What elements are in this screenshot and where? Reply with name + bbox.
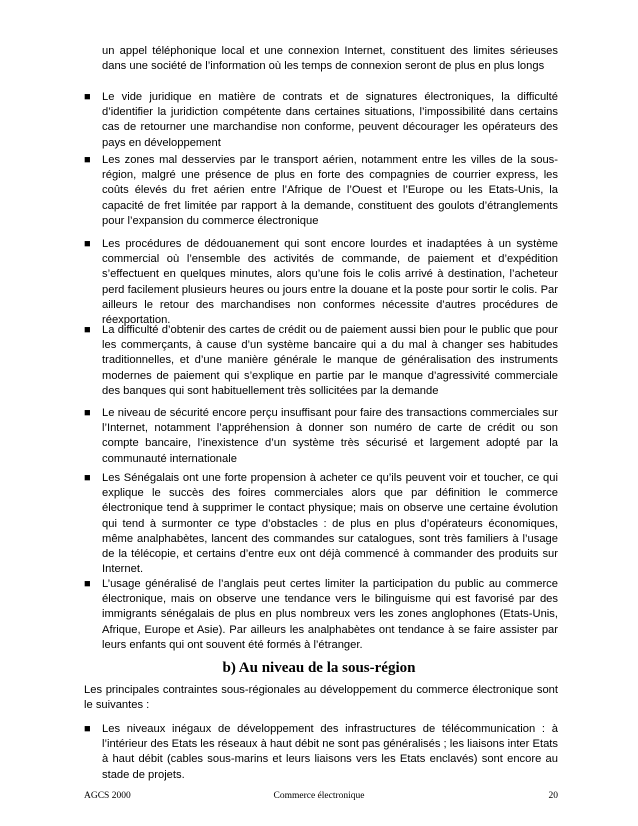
bullet-marker: ■ — [84, 324, 91, 336]
bullet-text: L’usage généralisé de l’anglais peut certes limiter la participation du public au commerce électronique, mais on observe une tendance vers le bilinguisme qui est favorisé par des immigrants sénégalais de plus en plus nombreux vers les zones anglophones (Etats-Unis, Afrique, Europe et Asie). Par ailleurs les analphabètes ont tendance à se faire assister par leurs enfants qui ont souvent été formés à l’étranger. — [102, 578, 558, 651]
bullet-item-transport — [84, 153, 558, 229]
section-intro: Les principales contraintes sous-régionales au développement du commerce électronique sont le suivantes : — [84, 684, 558, 712]
bullet-item-payment — [84, 323, 558, 399]
bullet-marker: ■ — [84, 723, 91, 735]
section-heading: b) Au niveau de la sous-région — [222, 660, 416, 676]
bullet-text: Les procédures de dédouanement qui sont encore lourdes et inadaptées à un système commercial où l’ensemble des activités de commande, de paiement et d’expédition s’effectuent en quelques minutes, alors qu’une fois le colis arrivé à destination, l’acheteur perd facilement plusieurs heures ou jours entre la douane et la poste pour sortir le colis. Par ailleurs le retour des marchandises non conformes nécessite d’autres procédures de réexportation. — [102, 238, 558, 327]
bullet-marker: ■ — [84, 578, 91, 590]
bullet-item-consumer-habits — [84, 471, 558, 577]
bullet-marker: ■ — [84, 407, 91, 419]
bullet-text: La difficulté d’obtenir des cartes de crédit ou de paiement aussi bien pour le public que pour les commerçants, à cause d’un système bancaire qui a du mal à changer ses habitudes traditionnelles, et d’une manière générale le manque de généralisation des instruments modernes de paiement qui s’explique en partie par le manque d’agressivité commerciale des banques qui sont habituellement très sollicitées par la demande — [102, 324, 558, 397]
bullet-text: Les Sénégalais ont une forte propension à acheter ce qu’ils peuvent voir et toucher, ce qui explique le succès des foires commerciales alors que par définition le commerce électronique tend à supprimer le contact physique; mais on observe une certaine évolution qui tend à surmonter ce type d’obstacles : de plus en plus d’opérateurs économiques, même analphabètes, lancent des commandes sur catalogues, sont très familiers à l’usage de la télécopie, et certains d’entre eux ont déjà commencé à commander des produits sur Internet. — [102, 472, 558, 576]
bullet-item-customs — [84, 237, 558, 328]
bullet-item-legal — [84, 90, 558, 151]
footer-left: AGCS 2000 — [84, 791, 131, 801]
bullet-marker: ■ — [84, 472, 91, 484]
continuation-paragraph: un appel téléphonique local et une connexion Internet, constituent des limites sérieuses dans une société de l’information où les temps de connexion seront de plus en plus longs — [102, 45, 558, 73]
bullet-marker: ■ — [84, 154, 91, 166]
bullet-text: Le niveau de sécurité encore perçu insuffisant pour faire des transactions commerciales sur l’Internet, notamment l’appréhension à donner son numéro de carte de crédit ou son compte bancaire, l’inexistence d’un système très sécurisé et largement adopté par la communauté internationale — [102, 407, 558, 465]
bullet-text: Les zones mal desservies par le transport aérien, notamment entre les villes de la sous-région, malgré une présence de plus en forte des compagnies de courrier express, les coûts élevés du fret aérien entre l’Afrique de l’Ouest et l’Europe ou les Etats-Unis, la capacité de fret limitée par rapport à la demande, constituent des goulots d’étranglements pour l’expansion du commerce électronique — [102, 154, 558, 227]
bullet-item-infrastructure — [84, 722, 558, 783]
footer-center: Commerce électronique — [273, 791, 365, 801]
bullet-marker: ■ — [84, 91, 91, 103]
bullet-text: Le vide juridique en matière de contrats et de signatures électroniques, la difficulté d’identifier la juridiction compétente dans certaines situations, l’impossibilité dans certains cas de retourner une marchandise non conforme, peuvent décourager les opérateurs des pays en développement — [102, 91, 558, 149]
bullet-text: Les niveaux inégaux de développement des infrastructures de télécommunication : à l’intérieur des Etats les réseaux à haut débit ne sont pas généralisés ; les liaisons inter Etats à haut débit (cables sous-marins et leurs liaisons vers les Etats enclavés) sont encore au stade de projets. — [102, 723, 558, 781]
bullet-marker: ■ — [84, 238, 91, 250]
page-number: 20 — [548, 791, 558, 801]
bullet-item-security — [84, 406, 558, 467]
bullet-item-language — [84, 577, 558, 653]
